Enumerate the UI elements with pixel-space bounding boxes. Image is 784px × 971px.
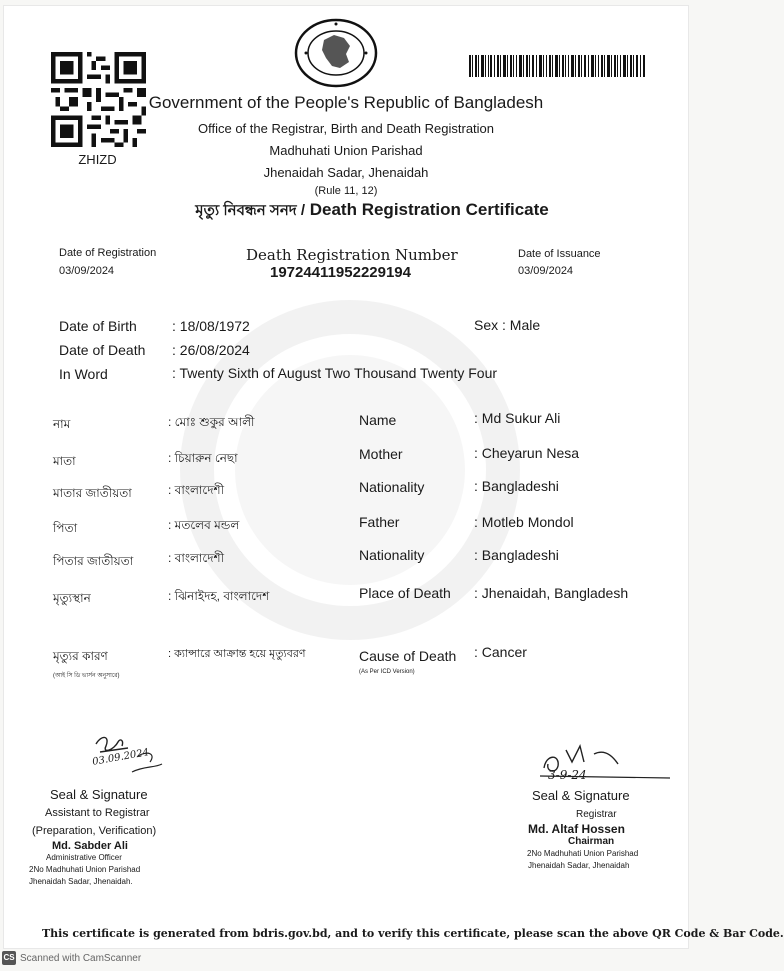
mother-bn-label: মাতা bbox=[53, 454, 76, 468]
left-area: Jhenaidah Sadar, Jhenaidah. bbox=[29, 877, 133, 886]
place-of-death-value: : Jhenaidah, Bangladesh bbox=[474, 585, 629, 601]
rule-reference: (Rule 11, 12) bbox=[314, 185, 378, 197]
mother-bn-value: : চিয়ারুন নেছা bbox=[168, 451, 238, 465]
date-of-issuance: 03/09/2024 bbox=[518, 265, 574, 277]
left-name: Md. Sabder Ali bbox=[52, 840, 128, 852]
cause-of-death-value: : Cancer bbox=[474, 644, 527, 660]
cause-bn-value: : ক্যান্সারে আক্রান্ত হয়ে মৃত্যুবরণ bbox=[168, 648, 306, 660]
dod-value: : 26/08/2024 bbox=[172, 342, 250, 358]
left-role: Assistant to Registrar bbox=[45, 807, 150, 819]
office-title: Office of the Registrar, Birth and Death Registration bbox=[197, 121, 495, 136]
place-bn-value: : ঝিনাইদহ, বাংলাদেশ bbox=[168, 589, 270, 603]
location: Jhenaidah Sadar, Jhenaidah bbox=[263, 165, 429, 180]
certificate-title-bn: মৃত্যু নিবন্ধন সনদ / bbox=[195, 202, 306, 219]
name-bn-value: : মোঃ শুকুর আলী bbox=[168, 415, 255, 429]
mother-nat-bn-value: : বাংলাদেশী bbox=[168, 483, 225, 497]
right-role: Registrar bbox=[576, 809, 617, 820]
qr-label: ZHIZD bbox=[78, 152, 117, 167]
dob-value: : 18/08/1972 bbox=[172, 318, 250, 334]
left-duty: (Preparation, Verification) bbox=[32, 825, 157, 837]
left-seal-title: Seal & Signature bbox=[50, 787, 148, 802]
union-name: Madhuhati Union Parishad bbox=[269, 143, 423, 158]
right-designation: Chairman bbox=[568, 836, 615, 847]
certificate-title bbox=[100, 199, 644, 224]
right-name: Md. Altaf Hossen bbox=[528, 822, 625, 836]
place-of-death-label: Place of Death bbox=[359, 585, 451, 601]
father-nationality-label: Nationality bbox=[359, 547, 425, 563]
cause-bn-label: মৃত্যুর কারণ bbox=[53, 649, 108, 663]
right-seal-title: Seal & Signature bbox=[532, 788, 630, 803]
camscanner-icon: CS bbox=[2, 951, 16, 965]
name-value: : Md Sukur Ali bbox=[474, 410, 561, 426]
mother-label: Mother bbox=[359, 446, 403, 462]
right-handwritten-signature bbox=[536, 742, 674, 792]
father-nat-bn-value: : বাংলাদেশী bbox=[168, 551, 225, 565]
government-seal bbox=[294, 18, 378, 88]
cause-of-death-sub: (As Per ICD Version) bbox=[359, 669, 415, 675]
mother-nationality-label: Nationality bbox=[359, 479, 425, 495]
cause-of-death-label: Cause of Death bbox=[359, 648, 457, 664]
father-bn-label: পিতা bbox=[53, 521, 78, 535]
mother-nat-bn-label: মাতার জাতীয়তা bbox=[53, 486, 132, 500]
father-bn-value: : মতলেব মন্ডল bbox=[168, 518, 240, 532]
father-nationality-value: : Bangladeshi bbox=[474, 547, 559, 563]
certificate-title-en: Death Registration Certificate bbox=[309, 200, 549, 219]
date-of-registration: 03/09/2024 bbox=[59, 265, 115, 277]
right-handwritten-date: 3-9-24 bbox=[548, 768, 587, 782]
name-label: Name bbox=[359, 412, 397, 428]
dod-label: Date of Death bbox=[59, 342, 146, 358]
place-bn-label: মৃত্যুস্থান bbox=[53, 591, 91, 605]
left-handwritten-date: 03.09.2024 bbox=[91, 747, 150, 768]
father-label: Father bbox=[359, 514, 400, 530]
camscanner-watermark bbox=[2, 951, 141, 965]
inword-value: : Twenty Sixth of August Two Thousand Twenty Four bbox=[172, 365, 498, 381]
dob-label: Date of Birth bbox=[59, 318, 137, 334]
date-of-registration-label: Date of Registration bbox=[59, 247, 157, 259]
inword-label: In Word bbox=[59, 366, 108, 382]
mother-value: : Cheyarun Nesa bbox=[474, 445, 580, 461]
watermark-emblem bbox=[235, 355, 465, 585]
government-title: Government of the People's Republic of Bangladesh bbox=[148, 93, 544, 112]
right-area: Jhenaidah Sadar, Jhenaidah bbox=[528, 861, 630, 870]
barcode bbox=[469, 55, 645, 77]
left-designation: Administrative Officer bbox=[46, 853, 122, 862]
date-of-issuance-label: Date of Issuance bbox=[518, 248, 601, 260]
footer-note: This certificate is generated from bdris.gov.bd, and to verify this certificate, please scan the above QR Code & Bar Code. bbox=[42, 927, 784, 940]
mother-nationality-value: : Bangladeshi bbox=[474, 478, 559, 494]
cause-bn-sub: (আই সি ডি ভার্সন অনুসারে) bbox=[53, 673, 120, 679]
father-value: : Motleb Mondol bbox=[474, 514, 574, 530]
left-office: 2No Madhuhati Union Parishad bbox=[29, 865, 141, 874]
camscanner-text: Scanned with CamScanner bbox=[20, 952, 142, 964]
right-office: 2No Madhuhati Union Parishad bbox=[527, 849, 639, 858]
name-bn-label: নাম bbox=[53, 417, 71, 431]
registration-number: 19724411952229194 bbox=[270, 264, 411, 281]
father-nat-bn-label: পিতার জাতীয়তা bbox=[53, 554, 134, 568]
sex-value: Sex : Male bbox=[474, 317, 541, 333]
registration-number-label: Death Registration Number bbox=[246, 246, 458, 264]
